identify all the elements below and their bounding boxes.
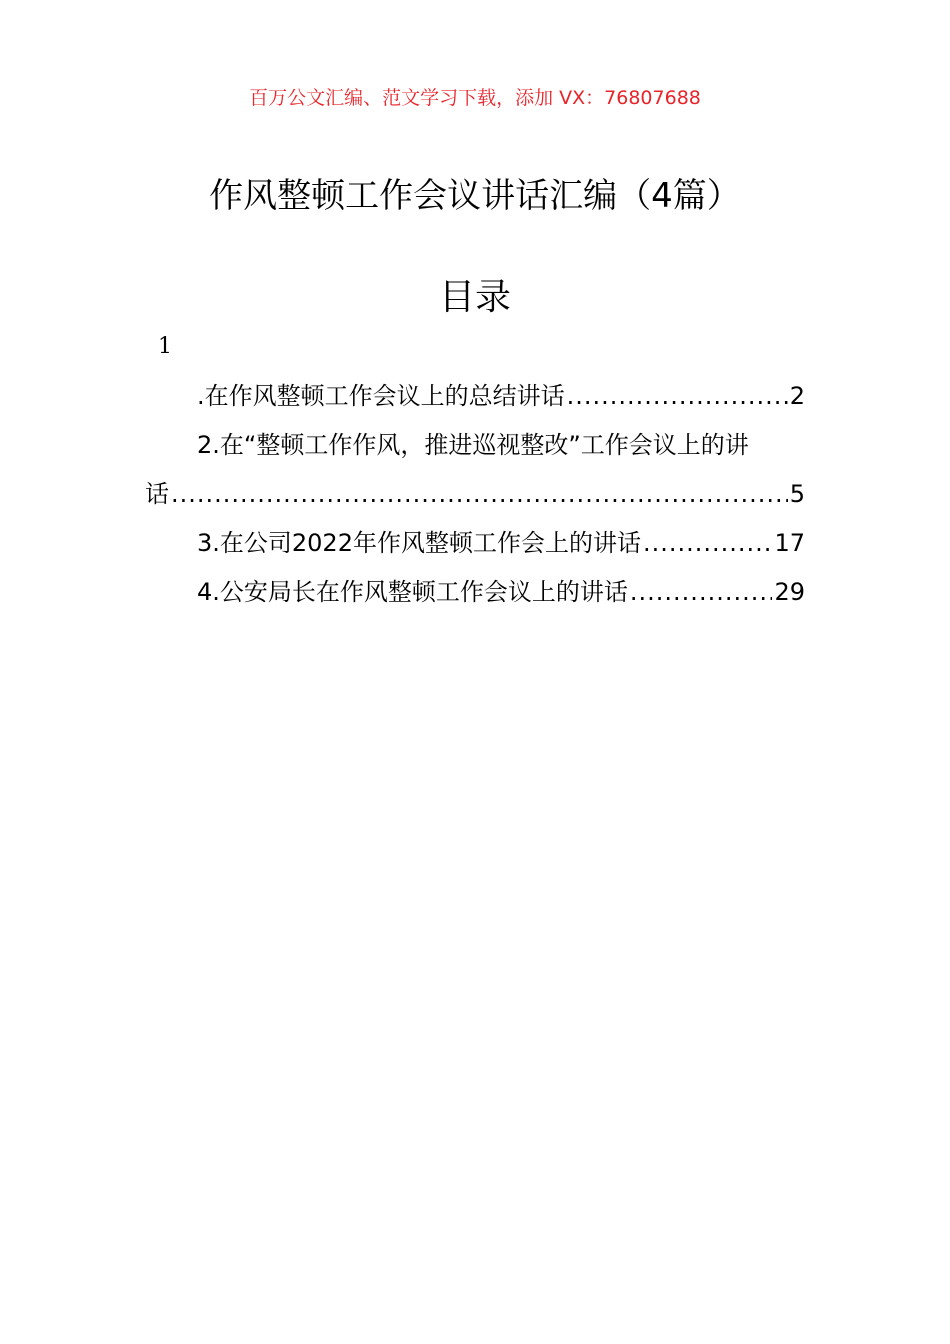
toc-entry-4[interactable] <box>145 568 805 617</box>
toc-entry-3[interactable] <box>145 519 805 568</box>
page-number-marker: 1 <box>158 334 172 359</box>
toc-entry-label-continued: 话 <box>145 480 169 508</box>
toc-entry-page: 29 <box>774 578 805 606</box>
toc-entry-2-line1[interactable] <box>145 421 805 470</box>
toc-entry-2-line2[interactable] <box>145 470 805 519</box>
dot-leader <box>630 568 773 617</box>
toc-entry-1[interactable] <box>145 372 805 421</box>
table-of-contents <box>145 372 805 617</box>
toc-entry-page: 17 <box>774 529 805 557</box>
toc-heading: 目录 <box>438 277 511 318</box>
toc-entry-page: 5 <box>789 480 805 508</box>
dot-leader <box>643 519 772 568</box>
toc-entry-label: 2.在“整顿工作作风，推进巡视整改”工作会议上的讲 <box>197 431 749 459</box>
toc-entry-label: 4.公安局长在作风整顿工作会议上的讲话 <box>197 578 628 606</box>
dot-leader <box>567 372 788 421</box>
toc-entry-label: 3.在公司2022年作风整顿工作会上的讲话 <box>197 529 641 557</box>
document-title: 作风整顿工作会议讲话汇编（4篇） <box>209 176 741 216</box>
toc-entry-page: 2 <box>789 382 805 410</box>
download-banner: 百万公文汇编、范文学习下载，添加 VX：76807688 <box>249 87 701 109</box>
dot-leader <box>171 470 788 519</box>
toc-entry-label: .在作风整顿工作会议上的总结讲话 <box>197 382 565 410</box>
